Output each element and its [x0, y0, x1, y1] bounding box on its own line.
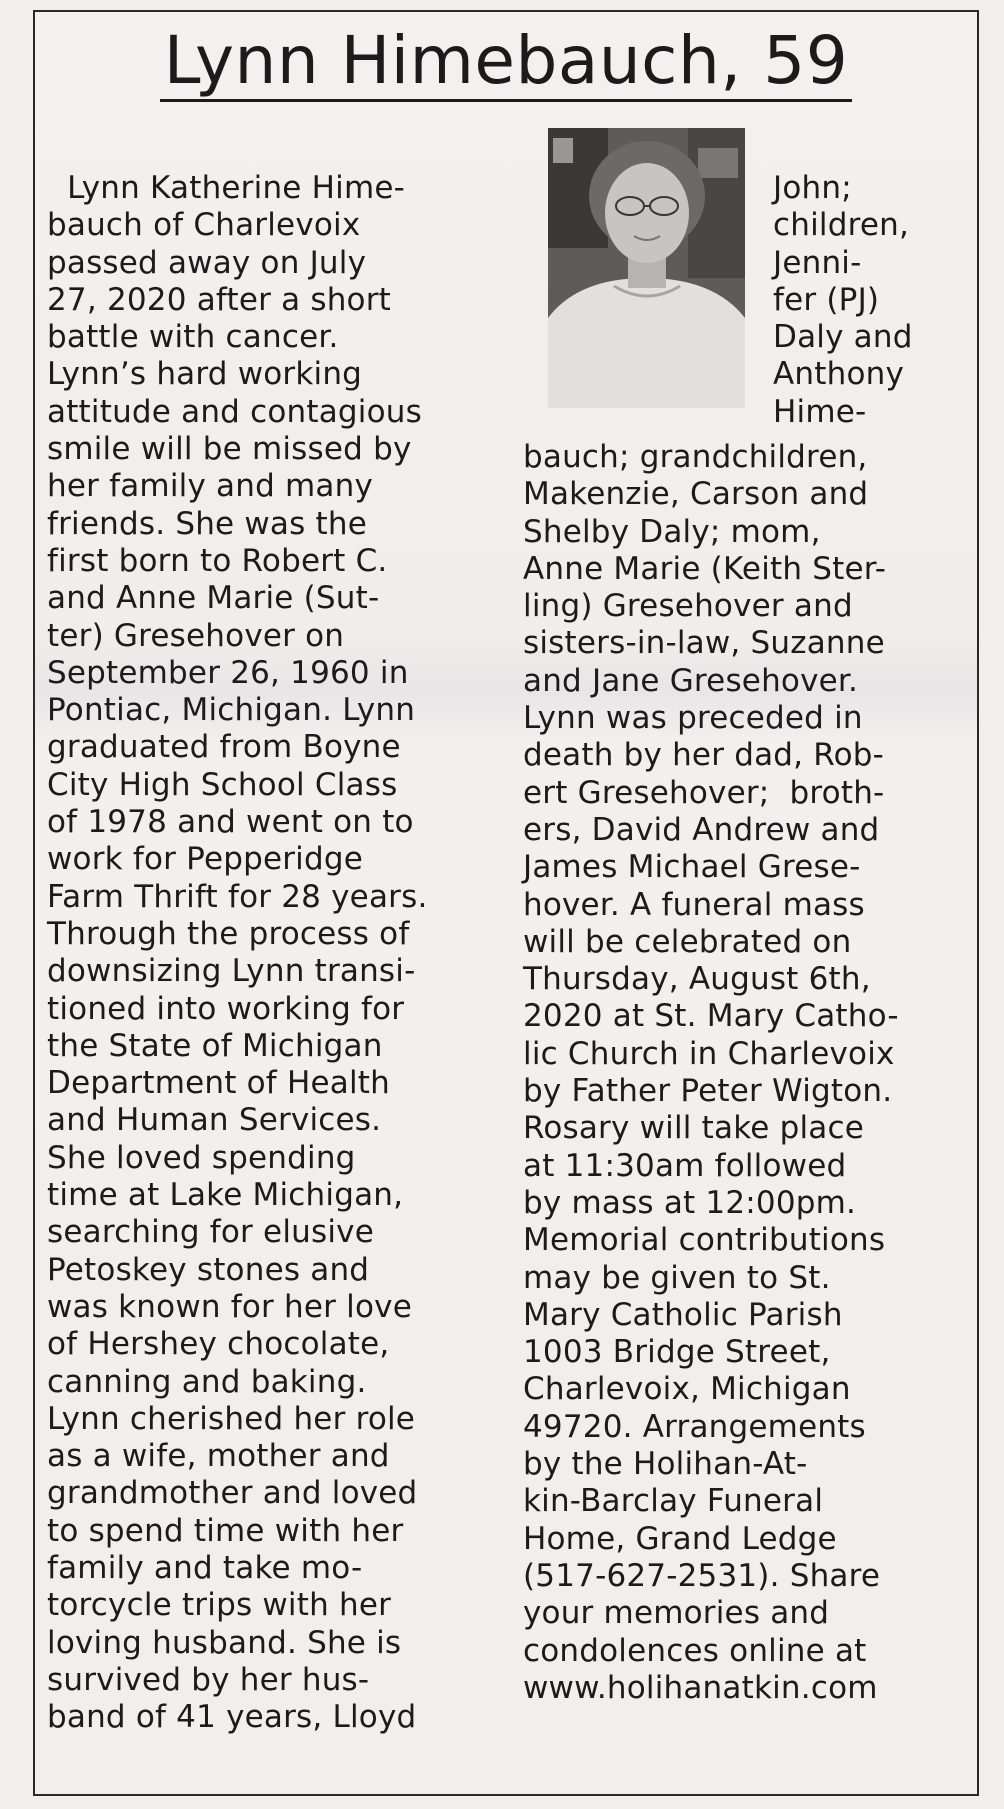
text-line: of Hershey chocolate,: [47, 1326, 390, 1363]
text-line: canning and baking.: [47, 1363, 367, 1400]
text-line: bauch of Charlevoix: [47, 207, 361, 244]
text-line: Thursday, August 6th,: [523, 961, 871, 998]
text-line: ling) Gresehover and: [523, 588, 853, 625]
text-line: Mary Catholic Parish: [523, 1296, 843, 1333]
text-line: Lynn Katherine Hime-: [47, 170, 405, 206]
text-line: Memorial contributions: [523, 1222, 886, 1259]
text-line: Lynn cherished her role: [47, 1400, 416, 1437]
text-line: death by her dad, Rob-: [523, 737, 885, 774]
obituary-left-column: [47, 170, 428, 1736]
text-line: Anne Marie (Keith Ster-: [523, 550, 887, 587]
text-line: by mass at 12:00pm.: [523, 1184, 857, 1221]
text-line: hover. A funeral mass: [523, 886, 865, 923]
text-line: Rosary will take place: [523, 1110, 864, 1147]
text-line: ter) Gresehover on: [47, 617, 345, 654]
obituary-clipping: [33, 10, 979, 1796]
text-line: will be celebrated on: [523, 923, 852, 960]
obituary-right-column-top: [773, 170, 913, 431]
text-line: graduated from Boyne: [47, 729, 401, 766]
text-line: ert Gresehover; broth-: [523, 774, 885, 811]
text-line: and Jane Gresehover.: [523, 662, 859, 699]
text-line: passed away on July: [47, 244, 367, 281]
text-line: by the Holihan-At-: [523, 1446, 808, 1483]
text-line: condolences online at: [523, 1632, 867, 1669]
text-line: tioned into working for: [47, 990, 405, 1027]
text-line: 1003 Bridge Street,: [523, 1334, 831, 1371]
text-line: Lynn’s hard working: [47, 356, 363, 393]
text-line: Farm Thrift for 28 years.: [47, 878, 428, 915]
text-line: friends. She was the: [47, 505, 368, 542]
text-line: and Anne Marie (Sut-: [47, 580, 380, 617]
text-line: to spend time with her: [47, 1512, 404, 1549]
text-line: City High School Class: [47, 766, 398, 803]
text-line: battle with cancer.: [47, 319, 339, 356]
obituary-headline: [35, 16, 977, 106]
text-line: torcycle trips with her: [47, 1587, 392, 1624]
text-line: Pontiac, Michigan. Lynn: [47, 692, 416, 729]
text-line: Makenzie, Carson and: [523, 476, 869, 513]
headline-text: Lynn Himebauch, 59: [160, 22, 853, 102]
text-line: by Father Peter Wigton.: [523, 1073, 893, 1110]
text-line: the State of Michigan: [47, 1027, 383, 1064]
text-line: Petoskey stones and: [47, 1251, 370, 1288]
text-line: your memories and: [523, 1595, 830, 1632]
text-line: Lynn was preceded in: [523, 700, 863, 737]
text-line: as a wife, mother and: [47, 1438, 390, 1475]
text-line: fer (PJ): [773, 281, 880, 318]
text-line: She loved spending: [47, 1139, 356, 1176]
text-line: children,: [773, 207, 910, 244]
text-line: may be given to St.: [523, 1259, 831, 1296]
text-line: was known for her love: [47, 1288, 412, 1325]
text-line: ers, David Andrew and: [523, 811, 880, 848]
text-line: downsizing Lynn transi-: [47, 953, 416, 990]
text-line: Department of Health: [47, 1065, 390, 1102]
text-line: Jenni-: [773, 244, 862, 281]
text-line: 49720. Arrangements: [523, 1408, 866, 1445]
text-line: survived by her hus-: [47, 1661, 370, 1698]
text-line: time at Lake Michigan,: [47, 1177, 404, 1214]
text-line: Daly and: [773, 319, 913, 356]
text-line: grandmother and loved: [47, 1475, 418, 1512]
text-line: family and take mo-: [47, 1549, 363, 1586]
text-line: at 11:30am followed: [523, 1147, 847, 1184]
text-line: John;: [773, 170, 852, 206]
text-line: sisters-in-law, Suzanne: [523, 625, 885, 662]
text-line: lic Church in Charlevoix: [523, 1035, 895, 1072]
text-line: Anthony: [773, 356, 905, 393]
text-line: first born to Robert C.: [47, 542, 388, 579]
text-line: bauch; grandchildren,: [523, 439, 868, 475]
text-line: and Human Services.: [47, 1102, 382, 1139]
text-line: Charlevoix, Michigan: [523, 1371, 851, 1408]
text-line: Shelby Daly; mom,: [523, 513, 821, 550]
obituary-right-column-bottom: [523, 439, 899, 1707]
text-line: 2020 at St. Mary Catho-: [523, 998, 899, 1035]
text-line: band of 41 years, Lloyd: [47, 1699, 417, 1736]
text-line: www.holihanatkin.com: [523, 1669, 878, 1706]
text-line: Hime-: [773, 393, 867, 430]
text-line: Through the process of: [47, 915, 410, 952]
text-line: loving husband. She is: [47, 1624, 402, 1661]
text-line: searching for elusive: [47, 1214, 374, 1251]
text-line: Home, Grand Ledge: [523, 1520, 837, 1557]
text-line: work for Pepperidge: [47, 841, 364, 878]
text-line: attitude and contagious: [47, 393, 422, 430]
text-line: her family and many: [47, 468, 374, 505]
text-line: (517-627-2531). Share: [523, 1557, 881, 1594]
text-line: of 1978 and went on to: [47, 804, 414, 841]
text-line: kin-Barclay Funeral: [523, 1483, 824, 1520]
text-line: 27, 2020 after a short: [47, 281, 392, 318]
text-line: September 26, 1960 in: [47, 654, 409, 691]
text-line: James Michael Grese-: [523, 849, 861, 886]
text-line: smile will be missed by: [47, 431, 412, 468]
portrait-photo: [548, 128, 745, 408]
